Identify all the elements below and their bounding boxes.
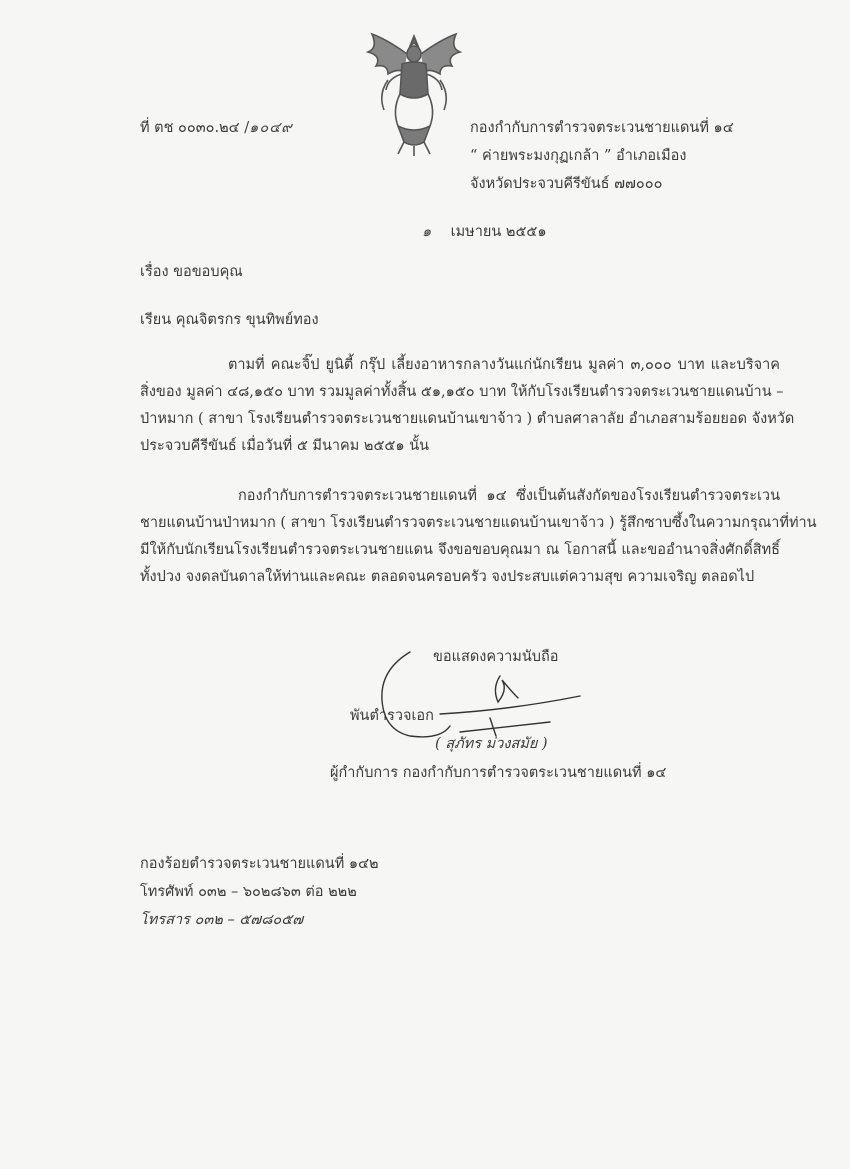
closing-phrase: ขอแสดงความนับถือ xyxy=(433,649,559,665)
org-line-3: จังหวัดประจวบคีรีขันธ์ ๗๗๐๐๐ xyxy=(470,176,663,192)
paragraph-line: ชายแดนบ้านป่าหมาก ( สาขา โรงเรียนตำรวจตระเวนชายแดนบ้านเขาจ้าว ) รู้สึกซาบซึ้งในความกรุณาที่ท่าน xyxy=(140,515,817,531)
reference-prefix: ที่ ตช ๐๐๓๐.๒๔ / xyxy=(140,120,250,136)
body-paragraph-1 xyxy=(140,352,795,460)
date-month-year: เมษายน ๒๕๕๑ xyxy=(450,224,547,240)
contact-footer xyxy=(140,850,379,934)
footer-unit: กองร้อยตำรวจตระเวนชายแดนที่ ๑๔๒ xyxy=(140,856,379,872)
paragraph-line: ประจวบคีรีขันธ์ เมื่อวันที่ ๕ มีนาคม ๒๕๕๑ นั้น xyxy=(140,438,430,454)
footer-fax: โทรสาร ๐๓๒ – ๕๗๘๐๕๗ xyxy=(140,912,304,928)
body-paragraph-2 xyxy=(140,483,817,591)
paragraph-line: มีให้กับนักเรียนโรงเรียนตำรวจตระเวนชายแดน จึงขอขอบคุณมา ณ โอกาสนี้ และขออำนาจสิ่งศักดิ์สิทธิ์ xyxy=(140,542,780,558)
reference-number-handwritten: ๑๐๔๙ xyxy=(249,120,293,136)
org-line-2: “ ค่ายพระมงกุฏเกล้า ” อำเภอเมือง xyxy=(470,148,687,164)
salutation-line: เรียน คุณจิตรกร ขุนทิพย์ทอง xyxy=(140,312,319,328)
paragraph-line: ทั้งปวง จงดลบันดาลให้ท่านและคณะ ตลอดจนครอบครัว จงประสบแต่ความสุข ความเจริญ ตลอดไป xyxy=(140,569,755,585)
organization-address xyxy=(470,118,734,202)
subject-line: เรื่อง ขอขอบคุณ xyxy=(140,264,243,280)
letter-date xyxy=(422,222,547,242)
garuda-emblem xyxy=(358,30,470,160)
signer-name: ( สุภัทร ม่วงสมัย ) xyxy=(435,736,548,752)
paragraph-line: สิ่งของ มูลค่า ๔๘,๑๕๐ บาท รวมมูลค่าทั้งสิ้น ๕๑,๑๕๐ บาท ให้กับโรงเรียนตำรวจตระเวนชายแดนบ้าน – xyxy=(140,384,784,400)
paragraph-line: กองกำกับการตำรวจตระเวนชายแดนที่ ๑๔ ซึ่งเป็นต้นสังกัดของโรงเรียนตำรวจตระเวน xyxy=(238,488,780,504)
paragraph-line: ตามที่ คณะจิ๊ป ยูนิตี้ กรุ๊ป เลี้ยงอาหารกลางวันแก่นักเรียน มูลค่า ๓,๐๐๐ บาท และบริจาค xyxy=(228,357,780,373)
reference-number xyxy=(140,118,293,138)
signer-position: ผู้กำกับการ กองกำกับการตำรวจตระเวนชายแดนที่ ๑๔ xyxy=(330,765,667,781)
date-day-handwritten: ๑ xyxy=(422,224,433,240)
signer-rank: พันตำรวจเอก xyxy=(350,708,434,724)
paragraph-line: ป่าหมาก ( สาขา โรงเรียนตำรวจตระเวนชายแดนบ้านเขาจ้าว ) ตำบลศาลาลัย อำเภอสามร้อยยอด จังหวัด xyxy=(140,411,795,427)
org-line-1: กองกำกับการตำรวจตระเวนชายแดนที่ ๑๔ xyxy=(470,120,734,136)
footer-phone: โทรศัพท์ ๐๓๒ – ๖๐๒๘๖๓ ต่อ ๒๒๒ xyxy=(140,884,357,900)
